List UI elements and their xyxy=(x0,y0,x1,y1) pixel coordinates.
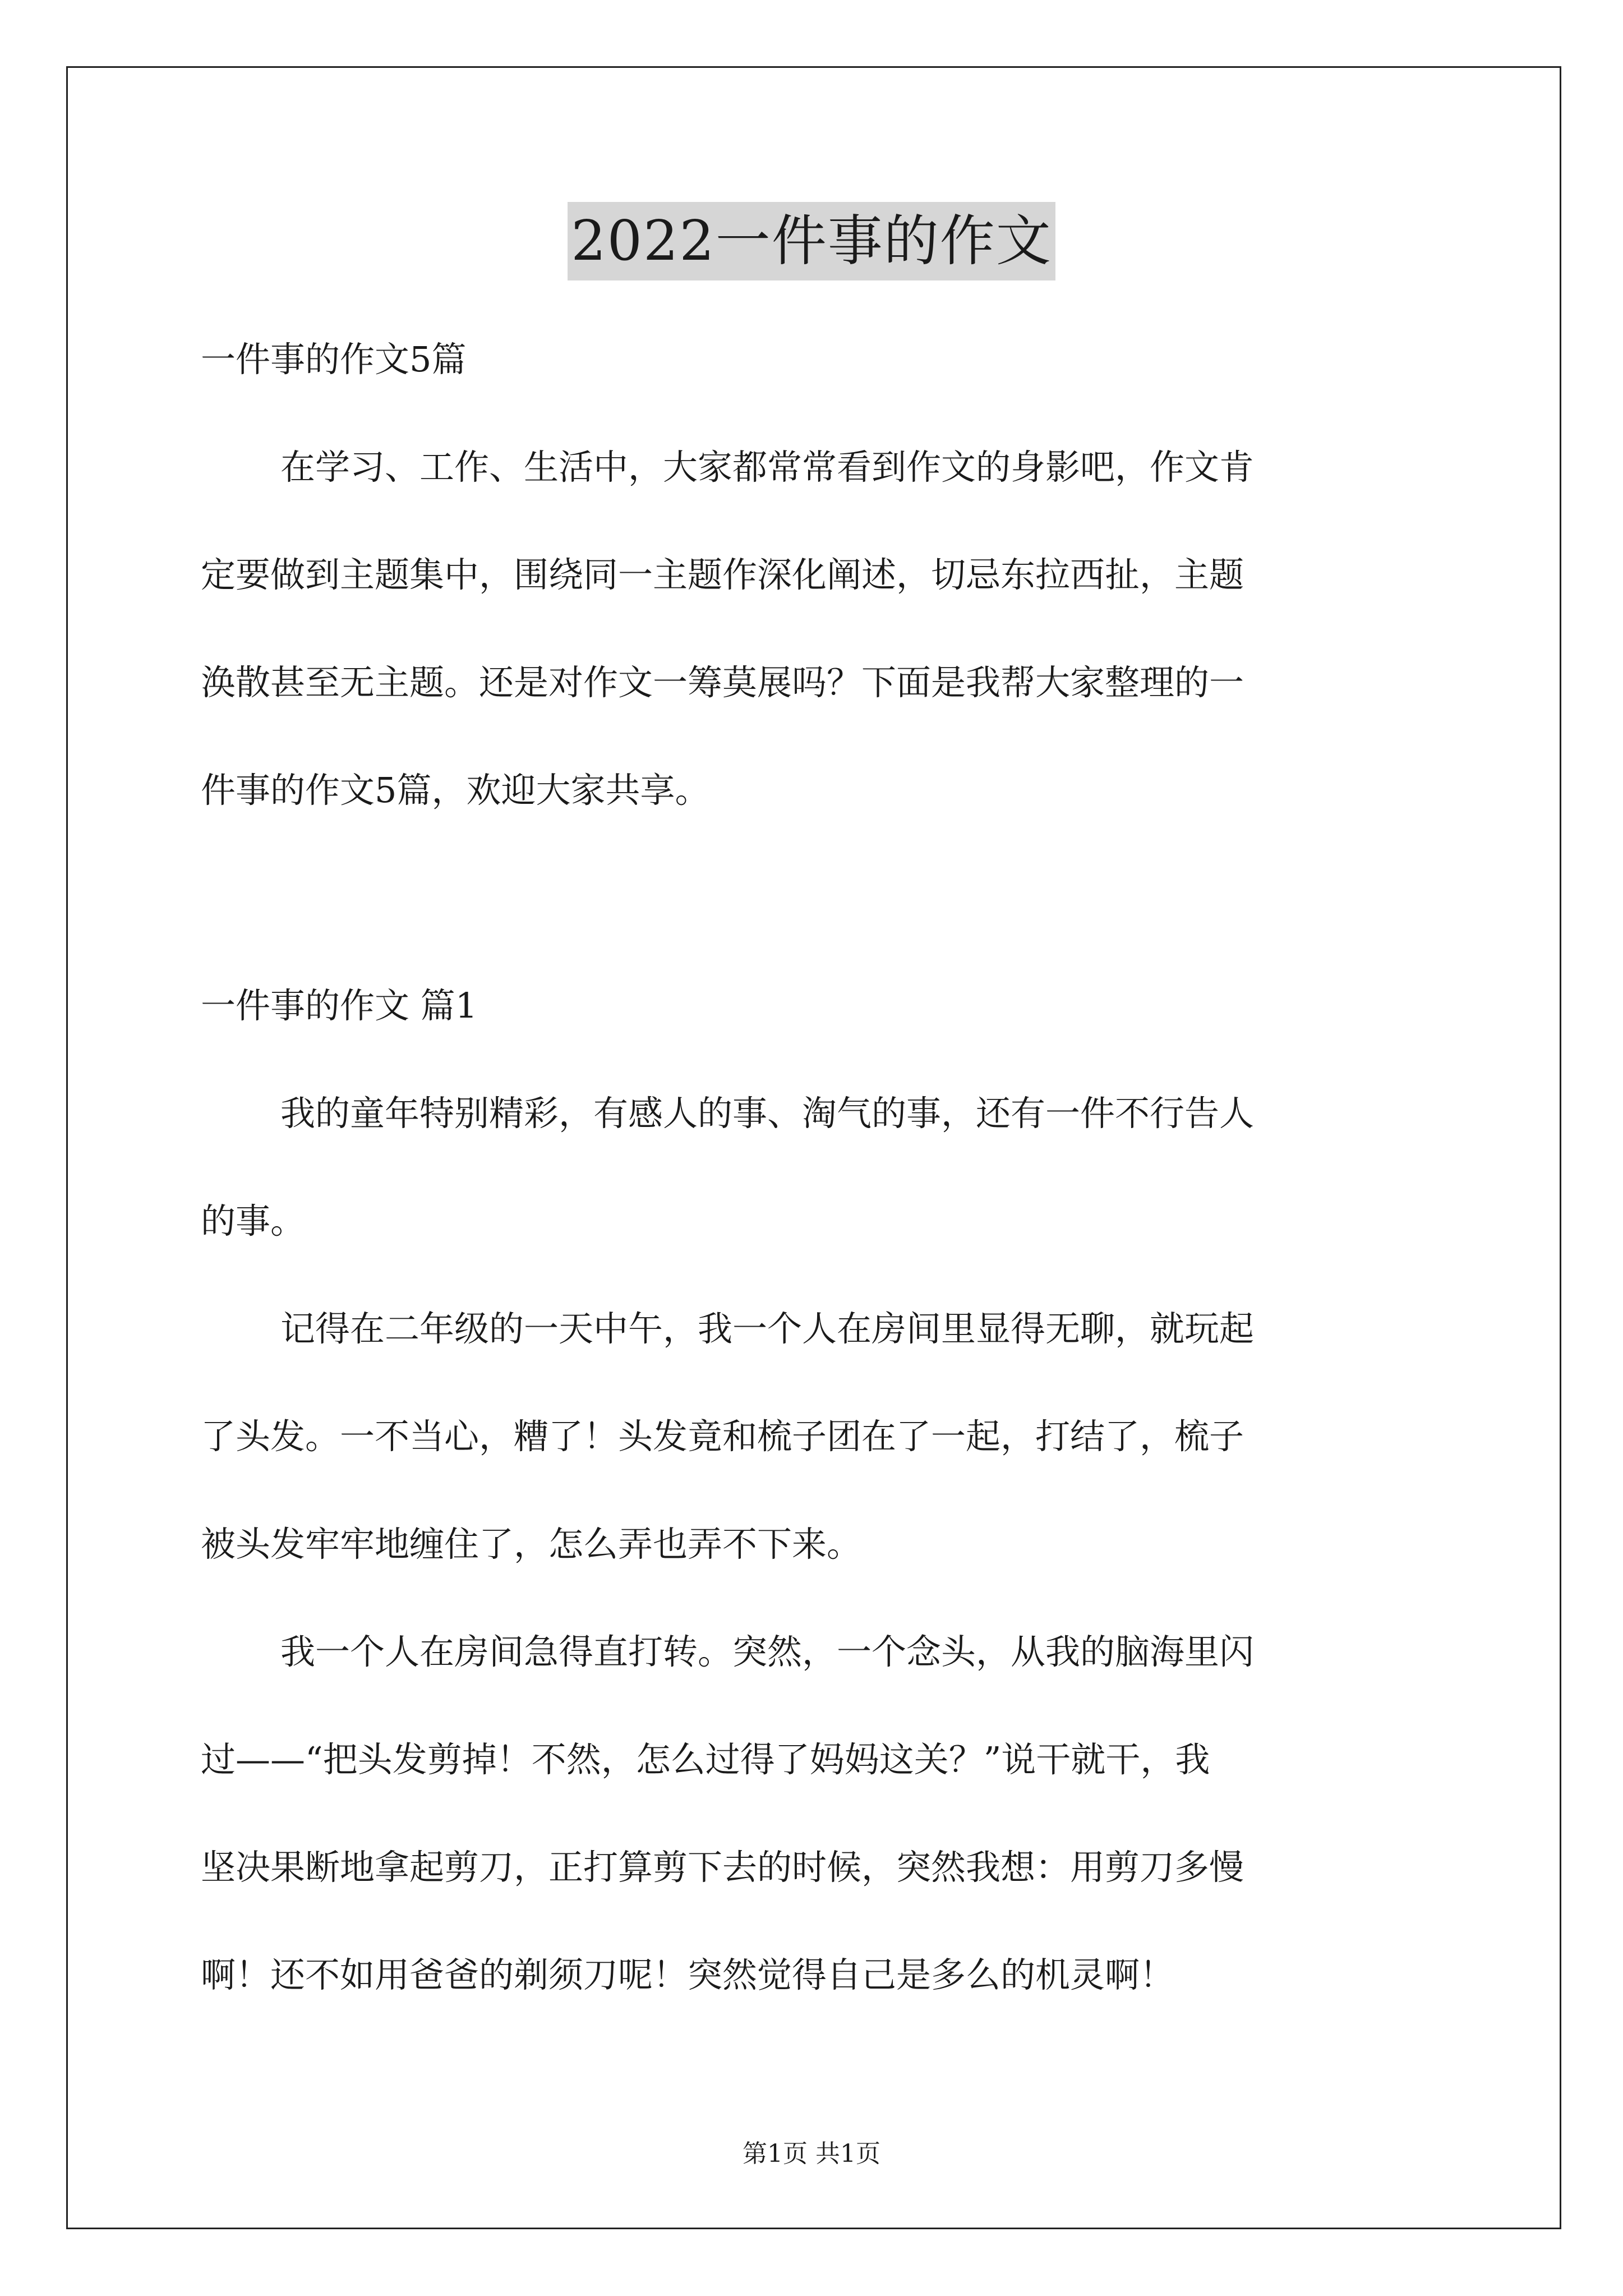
paragraph-line: 涣散甚至无主题。还是对作文一筹莫展吗？下面是我帮大家整理的一 xyxy=(201,662,1244,703)
paragraph-line: 啊！还不如用爸爸的剃须刀呢！突然觉得自己是多么的机灵啊！ xyxy=(201,1954,1175,1995)
document-title: 2022一件事的作文 xyxy=(568,202,1055,280)
paragraph-line: 的事。 xyxy=(201,1200,306,1241)
paragraph-line: 我的童年特别精彩，有感人的事、淘气的事，还有一件不行告人 xyxy=(280,1093,1255,1134)
paragraph-line: 在学习、工作、生活中，大家都常常看到作文的身影吧，作文肯 xyxy=(280,447,1255,487)
paragraph-line: 了头发。一不当心，糟了！头发竟和梳子团在了一起，打结了，梳子 xyxy=(201,1416,1244,1457)
section-spacer xyxy=(201,844,1435,952)
subtitle: 一件事的作文5篇 xyxy=(201,339,467,380)
paragraph-line: 被头发牢牢地缠住了，怎么弄也弄不下来。 xyxy=(201,1524,862,1565)
paragraph-line: 坚决果断地拿起剪刀，正打算剪下去的时候，突然我想：用剪刀多慢 xyxy=(201,1847,1244,1888)
document-body xyxy=(201,306,1435,2029)
paragraph-line: 记得在二年级的一天中午，我一个人在房间里显得无聊，就玩起 xyxy=(280,1308,1255,1349)
paragraph-line: 我一个人在房间急得直打转。突然，一个念头，从我的脑海里闪 xyxy=(280,1631,1255,1672)
paragraph-line: 定要做到主题集中，围绕同一主题作深化阐述，切忌东拉西扯，主题 xyxy=(201,554,1244,595)
paragraph-line: 件事的作文5篇，欢迎大家共享。 xyxy=(201,770,710,811)
section-heading: 一件事的作文 篇1 xyxy=(201,985,478,1026)
title-container xyxy=(0,202,1623,280)
paragraph-line: 过——“把头发剪掉！不然，怎么过得了妈妈这关？”说干就干，我 xyxy=(201,1739,1210,1780)
page-footer: 第1页 共1页 xyxy=(743,2139,880,2168)
